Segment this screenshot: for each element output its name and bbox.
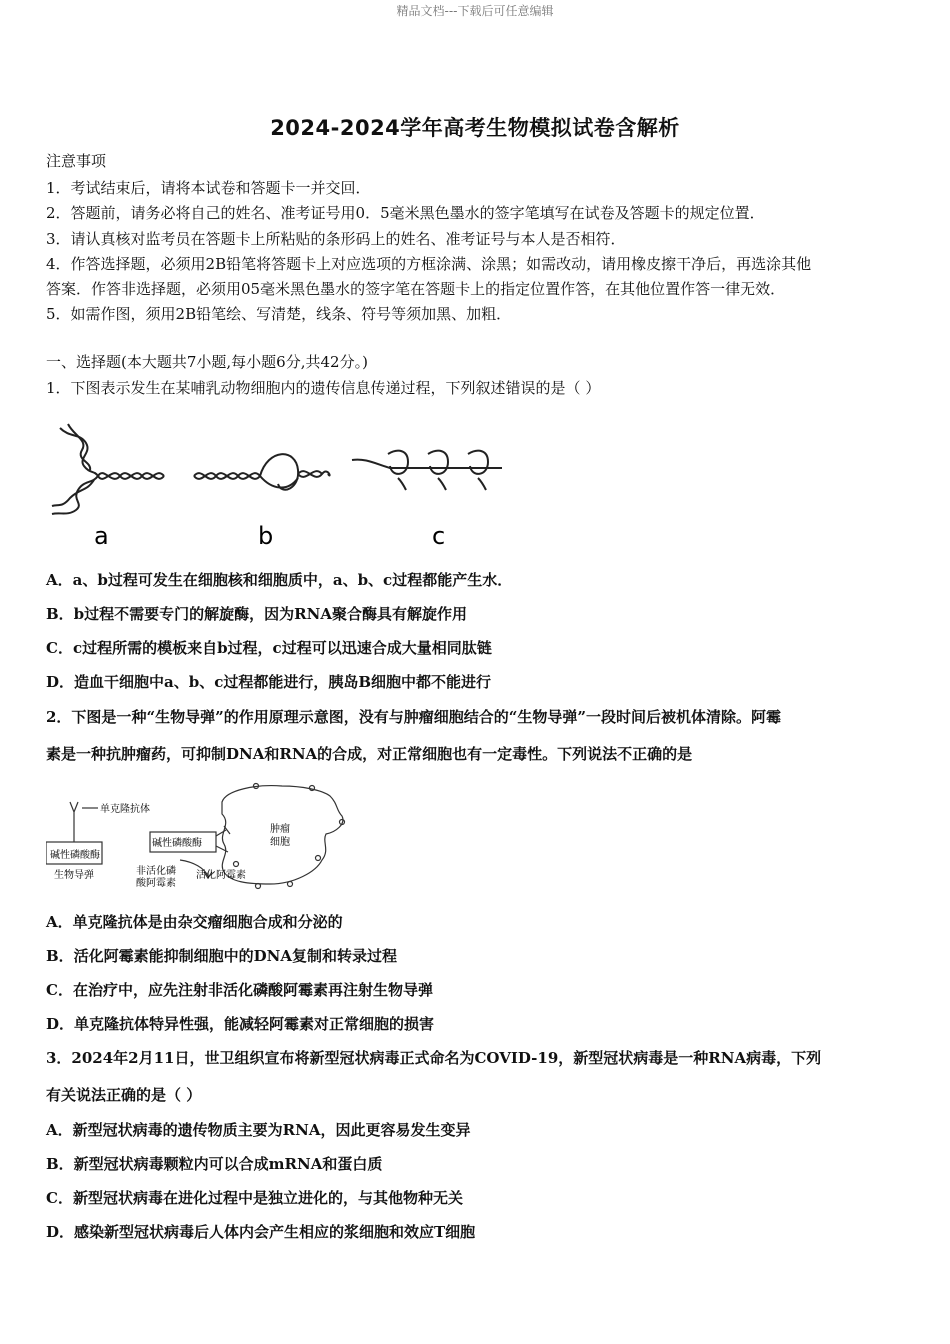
q2-option-a: A．单克隆抗体是由杂交瘤细胞合成和分泌的 bbox=[46, 913, 343, 931]
q1-option-a: A．a、b过程可发生在细胞核和细胞质中，a、b、c过程都能产生水． bbox=[46, 571, 513, 589]
page-title: 2024-2024学年高考生物模拟试卷含解析 bbox=[270, 116, 680, 140]
q2-label-inactive-1: 非活化磷 bbox=[136, 866, 176, 877]
q1-label-c: c bbox=[432, 522, 446, 550]
notice-heading: 注意事项 bbox=[46, 152, 107, 170]
q1-option-d: D．造血干细胞中a、b、c过程都能进行，胰岛B细胞中都不能进行 bbox=[46, 673, 492, 691]
q2-label-enzyme-mid: 碱性磷酸酶 bbox=[152, 838, 202, 849]
q2-stem-line2: 素是一种抗肿瘤药，可抑制DNA和RNA的合成，对正常细胞也有一定毒性。下列说法不正确的是 bbox=[46, 745, 693, 763]
q2-figure bbox=[46, 780, 356, 899]
q2-label-enzyme-left: 碱性磷酸酶 bbox=[50, 850, 100, 861]
q1-label-b: b bbox=[258, 522, 274, 550]
q3-stem-line2: 有关说法正确的是（ ） bbox=[46, 1086, 202, 1104]
header-note: 精品文档---下载后可任意编辑 bbox=[396, 4, 554, 18]
q1-option-c: C．c过程所需的模板来自b过程，c过程可以迅速合成大量相同肽链 bbox=[46, 639, 492, 657]
q2-label-tumor-2: 细胞 bbox=[270, 837, 290, 848]
q2-option-b: B．活化阿霉素能抑制细胞中的DNA复制和转录过程 bbox=[46, 947, 398, 965]
q2-label-missile: 生物导弹 bbox=[54, 870, 94, 881]
q2-label-active: 活化阿霉素 bbox=[196, 870, 246, 881]
q3-option-a: A．新型冠状病毒的遗传物质主要为RNA，因此更容易发生变异 bbox=[46, 1121, 471, 1139]
notice-item: 答案．作答非选择题，必须用05毫米黑色墨水的签字笔在答题卡上的指定位置作答，在其他位置作答一律无效． bbox=[46, 280, 786, 298]
q2-option-d: D．单克隆抗体特异性强，能减轻阿霉素对正常细胞的损害 bbox=[46, 1015, 435, 1033]
q1-figure bbox=[46, 418, 516, 557]
q2-option-c: C．在治疗中，应先注射非活化磷酸阿霉素再注射生物导弹 bbox=[46, 981, 433, 999]
q1-option-b: B．b过程不需要专门的解旋酶，因为RNA聚合酶具有解旋作用 bbox=[46, 605, 467, 623]
notice-item: 4．作答选择题，必须用2B铅笔将答题卡上对应选项的方框涂满、涂黑；如需改动，请用橡皮擦干净后，再选涂其他 bbox=[46, 255, 812, 273]
q2-label-tumor-1: 肿瘤 bbox=[270, 824, 290, 835]
notice-item: 3．请认真核对监考员在答题卡上所粘贴的条形码上的姓名、准考证号与本人是否相符． bbox=[46, 230, 626, 248]
q2-label-inactive-2: 酸阿霉素 bbox=[136, 878, 176, 889]
q1-label-a: a bbox=[94, 522, 109, 550]
q2-label-antibody: 单克隆抗体 bbox=[100, 804, 150, 815]
q3-option-d: D．感染新型冠状病毒后人体内会产生相应的浆细胞和效应T细胞 bbox=[46, 1223, 476, 1241]
notice-item: 5．如需作图，须用2B铅笔绘、写清楚，线条、符号等须加黑、加粗． bbox=[46, 305, 512, 323]
section-heading: 一、选择题(本大题共7小题,每小题6分,共42分。) bbox=[46, 353, 368, 371]
q2-stem-line1: 2．下图是一种“生物导弹”的作用原理示意图，没有与肿瘤细胞结合的“生物导弹”一段时间后被机体清除。阿霉 bbox=[46, 708, 781, 726]
notice-item: 2．答题前，请务必将自己的姓名、准考证号用0．5毫米黑色墨水的签字笔填写在试卷及答题卡的规定位置． bbox=[46, 204, 765, 222]
q3-option-b: B．新型冠状病毒颗粒内可以合成mRNA和蛋白质 bbox=[46, 1155, 383, 1173]
q3-stem-line1: 3．2024年2月11日，世卫组织宣布将新型冠状病毒正式命名为COVID-19，新型冠状病毒是一种RNA病毒，下列 bbox=[46, 1049, 822, 1067]
notice-item: 1．考试结束后，请将本试卷和答题卡一并交回． bbox=[46, 179, 371, 197]
q1-stem: 1．下图表示发生在某哺乳动物细胞内的遗传信息传递过程，下列叙述错误的是（ ） bbox=[46, 379, 601, 397]
q3-option-c: C．新型冠状病毒在进化过程中是独立进化的，与其他物种无关 bbox=[46, 1189, 463, 1207]
